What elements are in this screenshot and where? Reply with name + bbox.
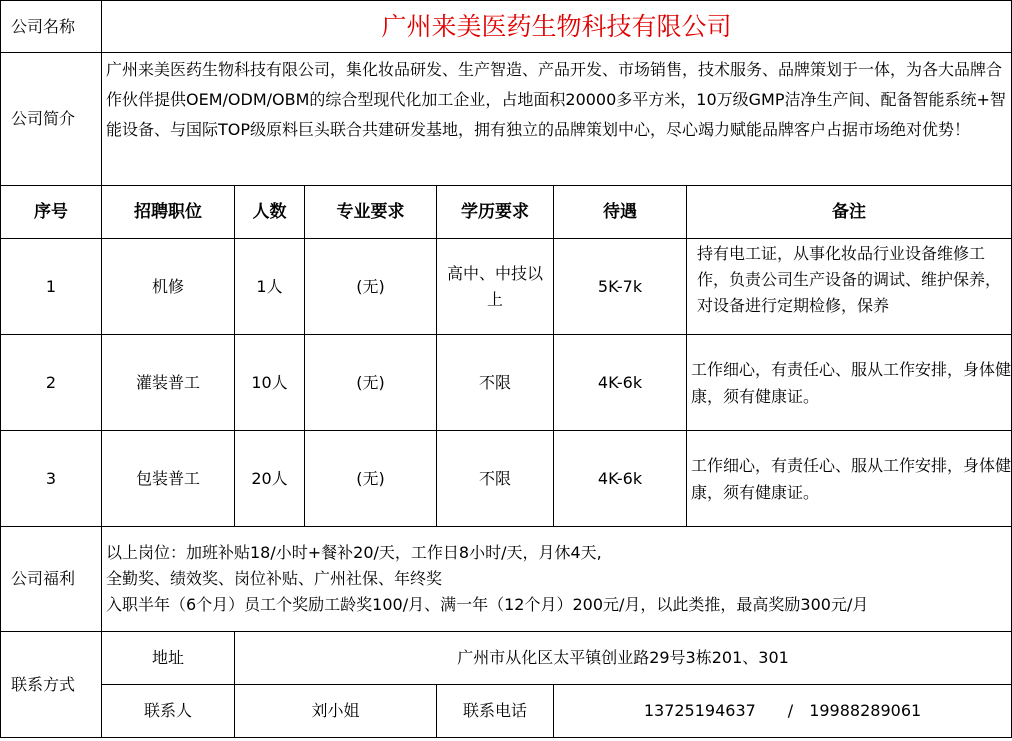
row-note: 持有电工证，从事化妆品行业设备维修工作，负责公司生产设备的调试、维护保养，对设备进行定期检修，保养 xyxy=(697,244,1002,315)
address-label: 地址 xyxy=(102,632,235,685)
header-count: 人数 xyxy=(235,186,305,239)
address-value: 广州市从化区太平镇创业路29号3栋201、301 xyxy=(235,632,1012,685)
row-major: (无) xyxy=(305,239,437,335)
row-no: 1 xyxy=(1,239,102,335)
contact-person-value: 刘小姐 xyxy=(235,685,437,738)
contact-person-label: 联系人 xyxy=(102,685,235,738)
welfare-line: 全勤奖、绩效奖、岗位补贴、广州社保、年终奖 xyxy=(106,569,443,588)
row-education: 不限 xyxy=(437,335,554,431)
row-pay: 4K-6k xyxy=(554,431,687,527)
row-education: 高中、中技以上 xyxy=(437,239,554,335)
company-intro: 广州来美医药生物科技有限公司，集化妆品研发、生产智造、产品开发、市场销售，技术服务、品牌策划于一体，为各大品牌合作伙伴提供OEM/ODM/OBM的综合型现代化加工企业，占地面积20000多平方米，10万级GMP洁净生产间、配备智能系统+智能设备、与国际TOP级原料巨头联合共建研发基地，拥有独立的品牌策划中心，尽心竭力赋能品牌客户占据市场绝对优势！ xyxy=(102,53,1012,186)
company-intro-label: 公司简介 xyxy=(1,53,102,186)
welfare-label: 公司福利 xyxy=(1,527,102,632)
contact-phone-label: 联系电话 xyxy=(437,685,554,738)
company-name: 广州来美医药生物科技有限公司 xyxy=(102,1,1012,53)
row-major: (无) xyxy=(305,335,437,431)
header-education: 学历要求 xyxy=(437,186,554,239)
row-note: 工作细心，有责任心、服从工作安排，身体健康，须有健康证。 xyxy=(687,335,1012,431)
contact-label: 联系方式 xyxy=(1,632,102,738)
header-pay: 待遇 xyxy=(554,186,687,239)
header-major: 专业要求 xyxy=(305,186,437,239)
row-no: 2 xyxy=(1,335,102,431)
table-row xyxy=(1,335,1012,431)
header-note: 备注 xyxy=(687,186,1012,239)
row-education: 不限 xyxy=(437,431,554,527)
contact-phone-value: 13725194637 / 19988289061 xyxy=(554,685,1012,738)
row-position: 包装普工 xyxy=(102,431,235,527)
welfare-line: 入职半年（6个月）员工个奖励工龄奖100/月、满一年（12个月）200元/月，以此类推，最高奖励300元/月 xyxy=(106,595,869,614)
row-count: 1人 xyxy=(235,239,305,335)
row-count: 10人 xyxy=(235,335,305,431)
row-major: (无) xyxy=(305,431,437,527)
row-position: 机修 xyxy=(102,239,235,335)
welfare-line: 以上岗位：加班补贴18/小时+餐补20/天，工作日8小时/天，月休4天, xyxy=(106,543,602,562)
table-row xyxy=(1,239,1012,335)
row-no: 3 xyxy=(1,431,102,527)
table-header-row xyxy=(1,186,1012,239)
row-count: 20人 xyxy=(235,431,305,527)
row-pay: 4K-6k xyxy=(554,335,687,431)
welfare-text xyxy=(102,527,1012,632)
company-name-label: 公司名称 xyxy=(1,1,102,53)
header-no: 序号 xyxy=(1,186,102,239)
row-note: 工作细心，有责任心、服从工作安排，身体健康，须有健康证。 xyxy=(687,431,1012,527)
table-row xyxy=(1,431,1012,527)
row-pay: 5K-7k xyxy=(554,239,687,335)
header-position: 招聘职位 xyxy=(102,186,235,239)
row-position: 灌装普工 xyxy=(102,335,235,431)
